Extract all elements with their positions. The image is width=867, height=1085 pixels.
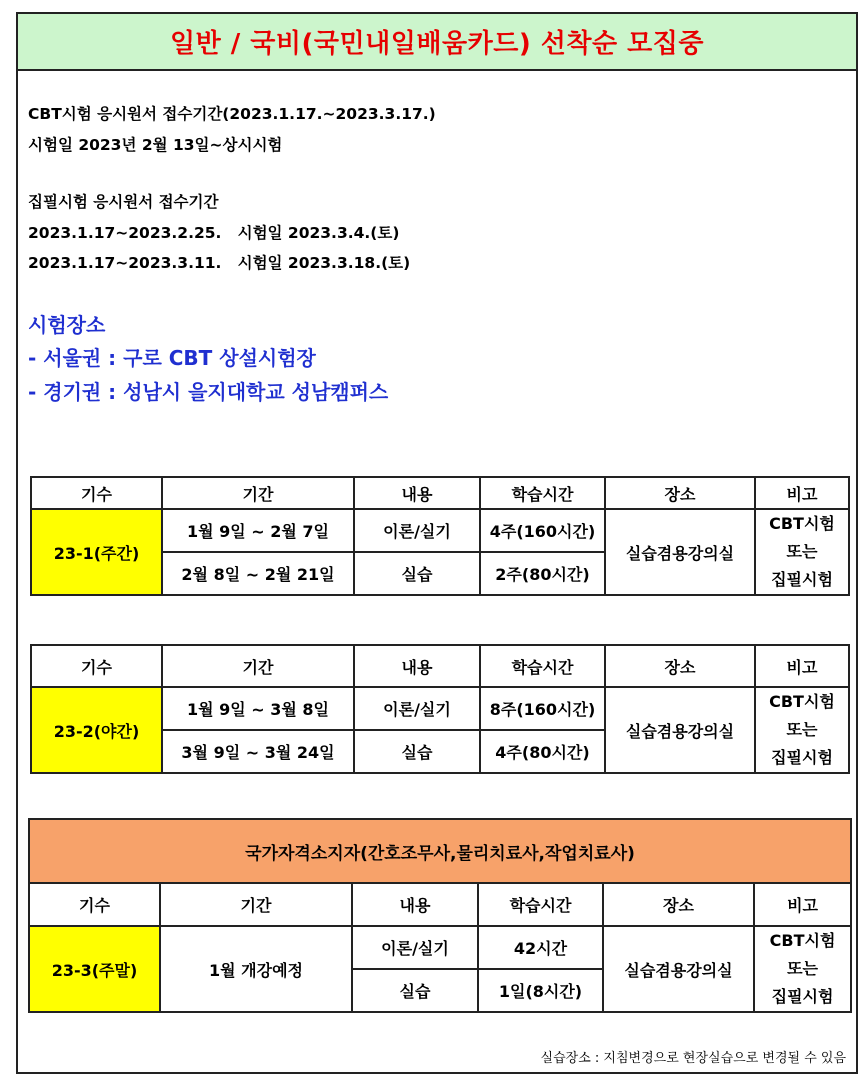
header-place: 장소	[603, 883, 754, 926]
content-cell: 이론/실기	[354, 509, 480, 552]
period-cell: 2월 8일 ~ 2월 21일	[162, 552, 354, 595]
note-line: 또는	[786, 542, 818, 561]
period-cell: 3월 9일 ~ 3월 24일	[162, 730, 354, 773]
notice-frame	[16, 12, 858, 1074]
content-cell: 실습	[352, 969, 478, 1012]
header-cohort: 기수	[31, 645, 162, 687]
written-exam-heading: 집필시험 응시원서 접수기간	[28, 193, 219, 211]
hours-cell: 8주(160시간)	[480, 687, 605, 730]
period-cell: 1월 개강예정	[160, 926, 352, 1012]
hours-cell: 4주(160시간)	[480, 509, 605, 552]
place-cell: 실습겸용강의실	[605, 509, 755, 595]
footer-note: 실습장소 : 지침변경으로 현장실습으로 변경될 수 있음	[540, 1051, 846, 1066]
place-cell: 실습겸용강의실	[605, 687, 755, 773]
header-place: 장소	[605, 477, 755, 509]
hours-cell: 42시간	[478, 926, 603, 969]
header-period: 기간	[160, 883, 352, 926]
header-period: 기간	[162, 477, 354, 509]
note-line: 집필시험	[771, 987, 834, 1006]
hours-cell: 4주(80시간)	[480, 730, 605, 773]
note-cell	[755, 687, 849, 773]
note-line: 또는	[787, 959, 818, 978]
hours-cell: 1일(8시간)	[478, 969, 603, 1012]
note-line: CBT시험	[769, 692, 835, 711]
licensed-holder-title: 국가자격소지자(간호조무사,물리치료사,작업치료사)	[29, 819, 851, 883]
header-place: 장소	[605, 645, 755, 687]
cbt-exam-date: 시험일 2023년 2월 13일~상시시험	[28, 136, 283, 154]
schedule-table-23-2	[30, 644, 850, 774]
hours-cell: 2주(80시간)	[480, 552, 605, 595]
cohort-id: 23-3(주말)	[29, 926, 160, 1012]
written-exam-schedule-2: 2023.1.17~2023.3.11. 시험일 2023.3.18.(토)	[28, 254, 411, 272]
header-content: 내용	[352, 883, 478, 926]
written-exam-schedule-1: 2023.1.17~2023.2.25. 시험일 2023.3.4.(토)	[28, 224, 400, 242]
header-hours: 학습시간	[478, 883, 603, 926]
cbt-application-period: CBT시험 응시원서 접수기간(2023.1.17.~2023.3.17.)	[28, 105, 436, 123]
note-line: 집필시험	[771, 748, 833, 767]
header-hours: 학습시간	[480, 477, 605, 509]
recruitment-banner	[18, 14, 856, 71]
note-cell	[755, 509, 849, 595]
header-note: 비고	[755, 645, 849, 687]
venue-gyeonggi: - 경기권 : 성남시 을지대학교 성남캠퍼스	[28, 380, 389, 404]
header-content: 내용	[354, 645, 480, 687]
content-cell: 실습	[354, 730, 480, 773]
venue-title: 시험장소	[28, 313, 106, 337]
schedule-table-23-1	[30, 476, 850, 596]
period-cell: 1월 9일 ~ 3월 8일	[162, 687, 354, 730]
header-note: 비고	[755, 477, 849, 509]
header-note: 비고	[754, 883, 851, 926]
content-cell: 이론/실기	[352, 926, 478, 969]
note-cell	[754, 926, 851, 1012]
header-cohort: 기수	[29, 883, 160, 926]
header-period: 기간	[162, 645, 354, 687]
banner-title: 일반 / 국비(국민내일배움카드) 선착순 모집중	[169, 29, 705, 59]
cohort-id: 23-2(야간)	[31, 687, 162, 773]
venue-seoul: - 서울권 : 구로 CBT 상설시험장	[28, 346, 316, 370]
schedule-table-23-3	[28, 818, 852, 1013]
header-cohort: 기수	[31, 477, 162, 509]
content-cell: 이론/실기	[354, 687, 480, 730]
note-line: CBT시험	[769, 931, 836, 950]
cohort-id: 23-1(주간)	[31, 509, 162, 595]
content-cell: 실습	[354, 552, 480, 595]
note-line: 또는	[786, 720, 818, 739]
header-content: 내용	[354, 477, 480, 509]
header-hours: 학습시간	[480, 645, 605, 687]
note-line: 집필시험	[771, 570, 833, 589]
period-cell: 1월 9일 ~ 2월 7일	[162, 509, 354, 552]
place-cell: 실습겸용강의실	[603, 926, 754, 1012]
note-line: CBT시험	[769, 514, 835, 533]
